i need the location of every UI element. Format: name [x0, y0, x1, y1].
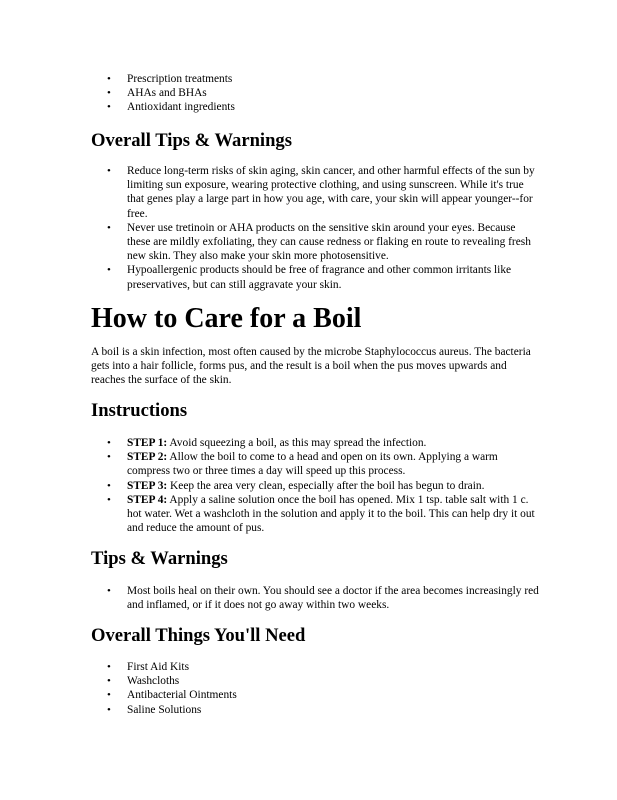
list-item: • Antioxidant ingredients	[91, 100, 541, 114]
step-label: STEP 3:	[127, 479, 168, 492]
article-title: How to Care for a Boil	[91, 303, 362, 334]
intro-list	[91, 72, 541, 115]
article-intro: A boil is a skin infection, most often caused by the microbe Staphylococcus aureus. The bacteria gets into a hair follicle, forms pus, and the result is a boil when the pus moves upwards and reaches the surface of the skin.	[91, 346, 531, 387]
step-item	[91, 493, 541, 536]
step-text: Keep the area very clean, especially after the boil has begun to drain.	[167, 479, 485, 492]
step-text: Allow the boil to come to a head and open on its own. Applying a warm compress two or three times a day will speed up this process.	[127, 451, 498, 478]
step-label: STEP 2:	[127, 451, 168, 464]
list-item: • Prescription treatments	[91, 72, 541, 86]
step-label: STEP 1:	[127, 437, 168, 449]
list-item: • Most boils heal on their own. You should see a doctor if the area becomes increasingly red and inflamed, or if it does not go away within two weeks.	[91, 584, 541, 612]
instructions-list	[91, 436, 541, 535]
step-text: Apply a saline solution once the boil has opened. Mix 1 tsp. table salt with 1 c. hot water. Wet a washcloth in the solution and apply it to the boil. This can help dry it out and reduce the amount of pus.	[127, 493, 535, 535]
list-item: • Reduce long-term risks of skin aging, skin cancer, and other harmful effects of the sun by limiting sun exposure, wearing protective clothing, and using sunscreen. While it's true that genes play a large part in how you age, with care, your skin will appear younger--for free.	[91, 164, 541, 221]
things-needed-heading: Overall Things You'll Need	[91, 625, 306, 646]
tips-list	[91, 584, 541, 612]
step-item	[91, 436, 541, 450]
tips-heading: Tips & Warnings	[91, 548, 228, 569]
step-item	[91, 450, 541, 478]
list-item: • AHAs and BHAs	[91, 86, 541, 100]
things-needed-list	[91, 660, 541, 717]
list-item: • Washcloths	[91, 674, 541, 688]
instructions-heading: Instructions	[91, 400, 188, 421]
list-item: • Never use tretinoin or AHA products on the sensitive skin around your eyes. Because these are mildly exfoliating, they can cause redness or flaking en route to revealing fresh new skin. They also make your skin more photosensitive.	[91, 221, 541, 264]
overall-tips-list	[91, 164, 541, 292]
list-item: • Hypoallergenic products should be free of fragrance and other common irritants like preservatives, but can still aggravate your skin.	[91, 263, 541, 291]
list-item: • Antibacterial Ointments	[91, 688, 541, 702]
overall-tips-heading: Overall Tips & Warnings	[91, 130, 292, 151]
list-item: • Saline Solutions	[91, 703, 541, 717]
step-item	[91, 479, 541, 493]
list-item: • First Aid Kits	[91, 660, 541, 674]
step-label: STEP 4:	[127, 493, 168, 506]
step-text: Avoid squeezing a boil, as this may spread the infection.	[167, 437, 427, 449]
